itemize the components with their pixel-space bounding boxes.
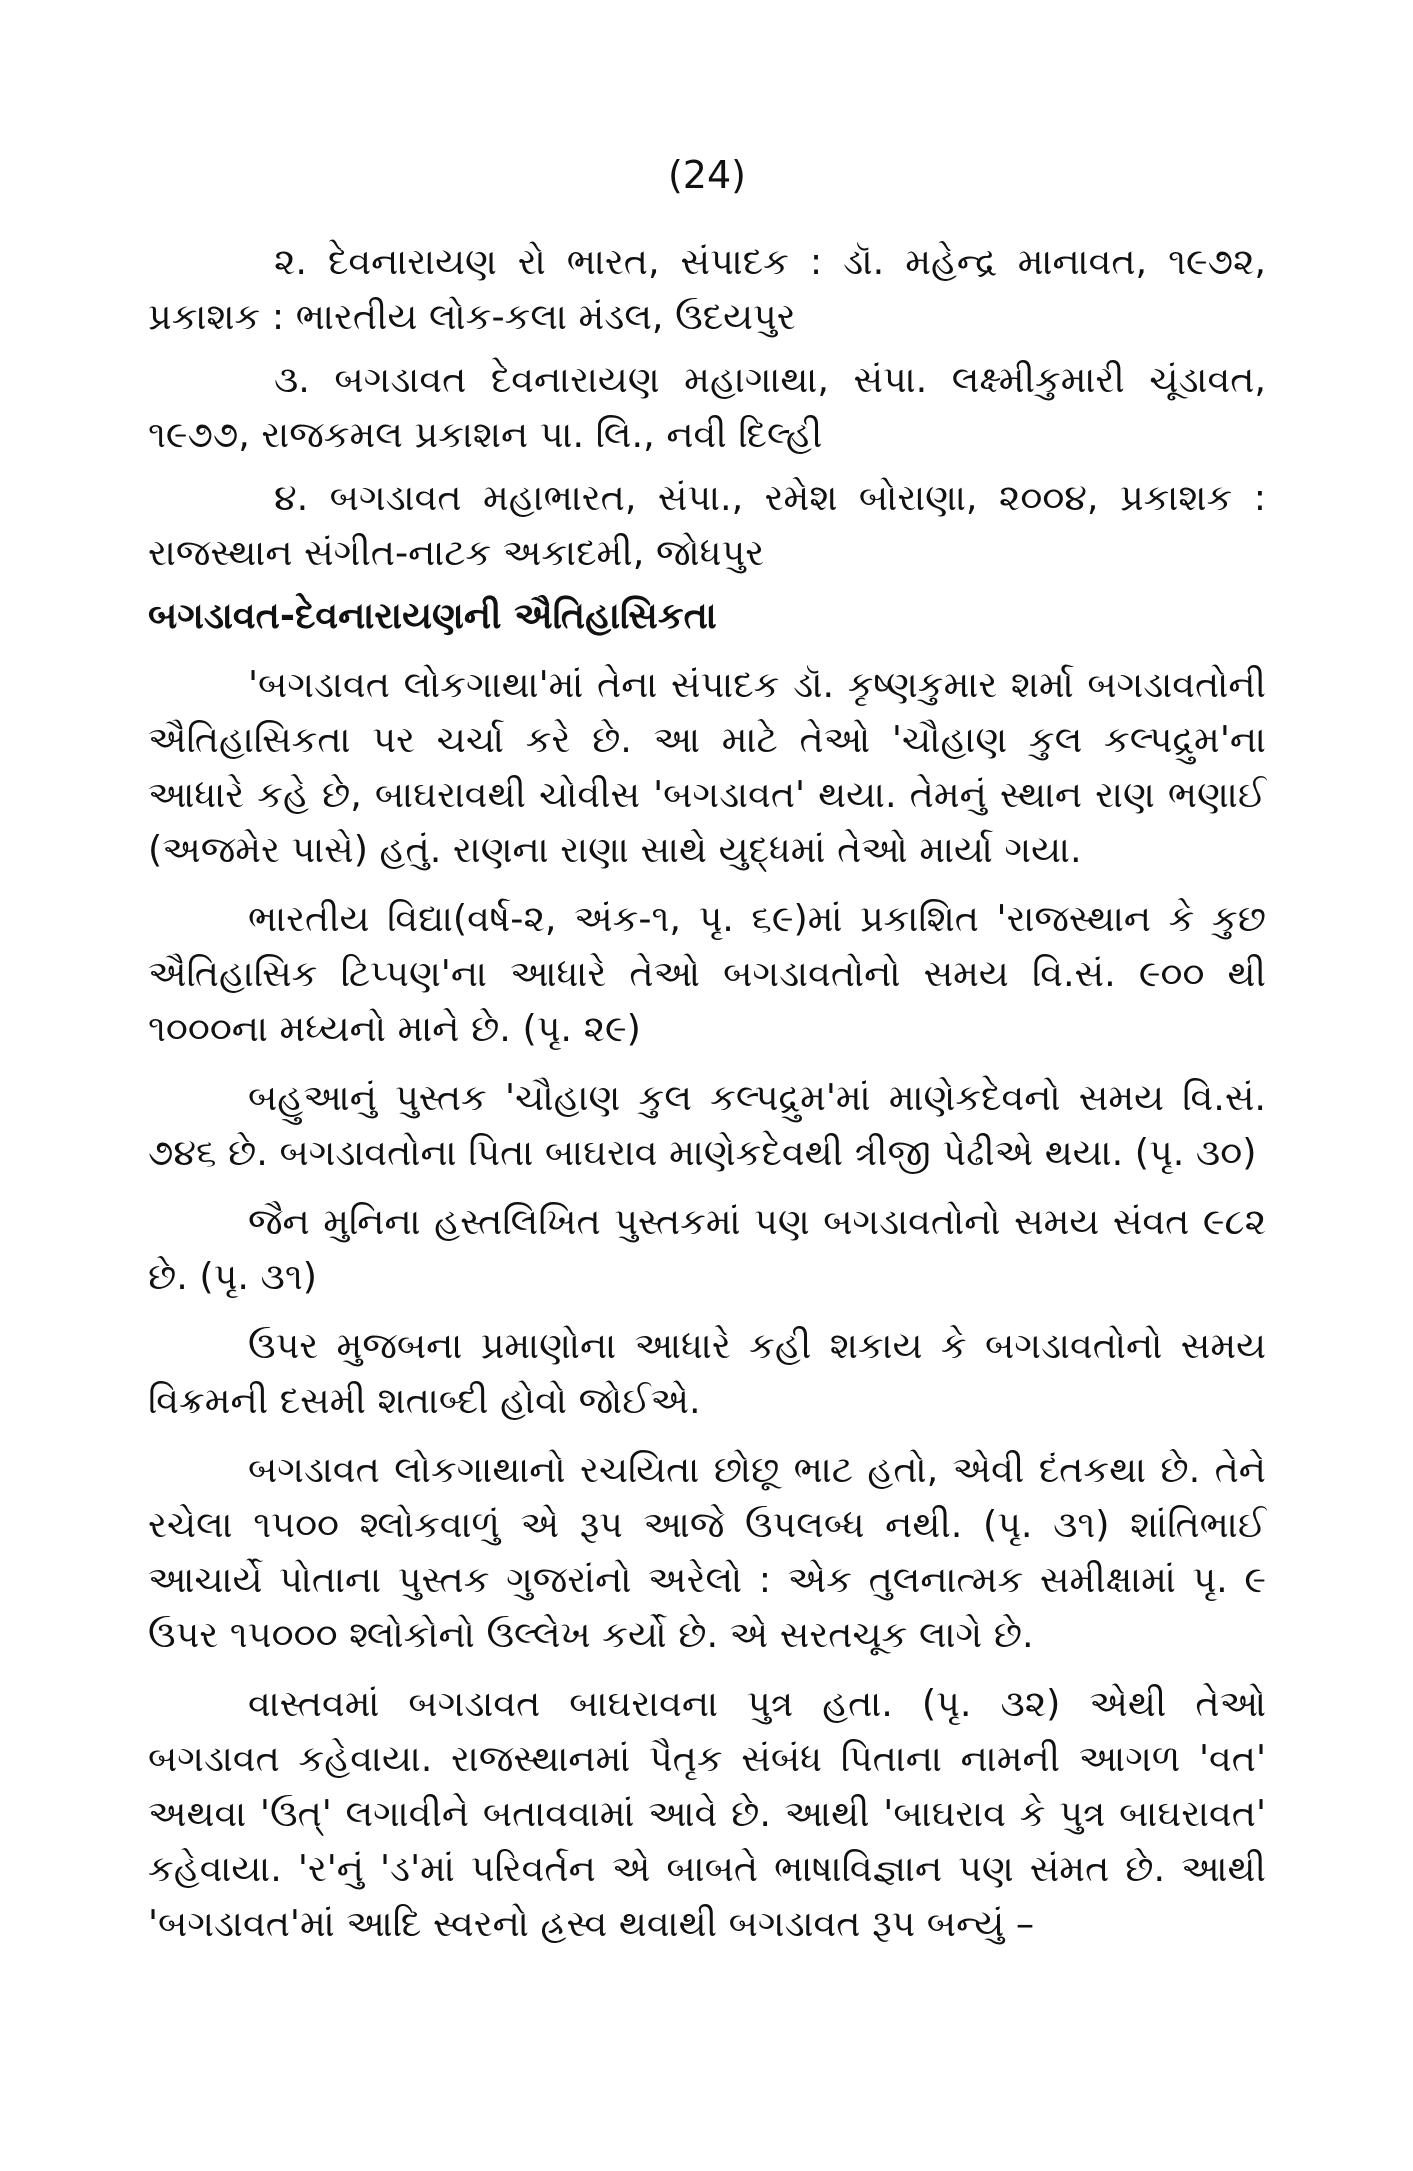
paragraph-conclusion: ઉપર મુજબના પ્રમાણોના આધારે કહી શકાય કે બગડાવતોનો સમય વિક્રમની દસમી શતાબ્દી હોવો જોઈએ. [148,1324,1266,1422]
document-page [148,150,1266,1965]
body-text [148,657,1266,1951]
reference-entry-4: ૪. બગડાવત મહાભારત, સંપા., રમેશ બોરાણા, ૨૦૦૪, પ્રકાશક : રાજસ્થાન સંગીત-નાટક અકાદમી, જોધપુર [148,476,1266,574]
paragraph-name-origin: વાસ્તવમાં બગડાવત બાઘરાવના પુત્ર હતા. (પૃ. ૩૨) એથી તેઓ બગડાવત કહેવાયા. રાજસ્થાનમાં પૈતૃક સંબંધ પિતાના નામની આગળ 'વત' અથવા 'ઉત્' લગાવીને બતાવવામાં આવે છે. આથી 'બાઘરાવ કે પુત્ર બાઘરાવત' કહેવાયા. 'ર'નું 'ડ'માં પરિવર્તન એ બાબતે ભાષાવિજ્ઞાન પણ સંમત છે. આથી 'બગડાવત'માં આદિ સ્વરનો હ્રસ્વ થવાથી બગડાવત રૂપ બન્યું – [148,1682,1266,1945]
reference-entry-3: ૩. બગડાવત દેવનારાયણ મહાગાથા, સંપા. લક્ષ્મીકુમારી ચૂંડાવત, ૧૯૭૭, રાજકમલ પ્રકાશન પા. લિ., નવી દિલ્હી [148,358,1266,456]
paragraph-author: બગડાવત લોકગાથાનો રચયિતા છોછૂ ભાટ હતો, એવી દંતકથા છે. તેને રચેલા ૧૫૦૦ શ્લોકવાળું એ રૂપ આજે ઉપલબ્ધ નથી. (પૃ. ૩૧) શાંતિભાઈ આચાર્યે પોતાના પુસ્તક ગુજરાંનો અરેલો : એક તુલનાત્મક સમીક્ષામાં પૃ. ૯ ઉપર ૧૫૦૦૦ શ્લોકોનો ઉલ્લેખ કર્યો છે. એ સરતચૂક લાગે છે. [148,1448,1266,1656]
section-heading: બગડાવત-દેવનારાયણની ઐતિહાસિકતા [148,594,717,637]
reference-entry-2: ૨. દેવનારાયણ રો ભારત, સંપાદક : ડૉ. મહેન્દ્ર માનાવત, ૧૯૭૨, પ્રકાશક : ભારતીય લોક-કલા મંડલ, ઉદયપુર [148,240,1266,338]
paragraph-jain-muni: જૈન મુનિના હસ્તલિખિત પુસ્તકમાં પણ બગડાવતોનો સમય સંવત ૯૮૨ છે. (પૃ. ૩૧) [148,1200,1266,1298]
paragraph-bahuanu-pustak: બહુઆનું પુસ્તક 'ચૌહાણ કુલ કલ્પદ્રુમ'માં માણેકદેવનો સમય વિ.સં. ૭૪૬ છે. બગડાવતોના પિતા બાઘરાવ માણેકદેવથી ત્રીજી પેઢીએ થયા. (પૃ. ૩૦) [148,1076,1266,1174]
paragraph-historicity: 'બગડાવત લોકગાથા'માં તેના સંપાદક ડૉ. કૃષ્ણકુમાર શર્મા બગડાવતોની ઐતિહાસિકતા પર ચર્ચા કરે છે. આ માટે તેઓ 'ચૌહાણ કુલ કલ્પદ્રુમ'ના આધારે કહે છે, બાઘરાવથી ચોવીસ 'બગડાવત' થયા. તેમનું સ્થાન રાણ ભણાઈ (અજમેર પાસે) હતું. રાણના રાણા સાથે યુદ્ધમાં તેઓ માર્યા ગયા. [148,663,1266,871]
page-number: (24) [667,153,746,197]
reference-list [148,234,1266,580]
paragraph-bharatiya-vidya: ભારતીય વિદ્યા(વર્ષ-૨, અંક-૧, પૃ. ૬૯)માં પ્રકાશિત 'રાજસ્થાન કે કુછ ઐતિહાસિક ટિપ્પણ'ના આધારે તેઓ બગડાવતોનો સમય વિ.સં. ૯૦૦ થી ૧૦૦૦ના મધ્યનો માને છે. (પૃ. ૨૯) [148,897,1266,1050]
